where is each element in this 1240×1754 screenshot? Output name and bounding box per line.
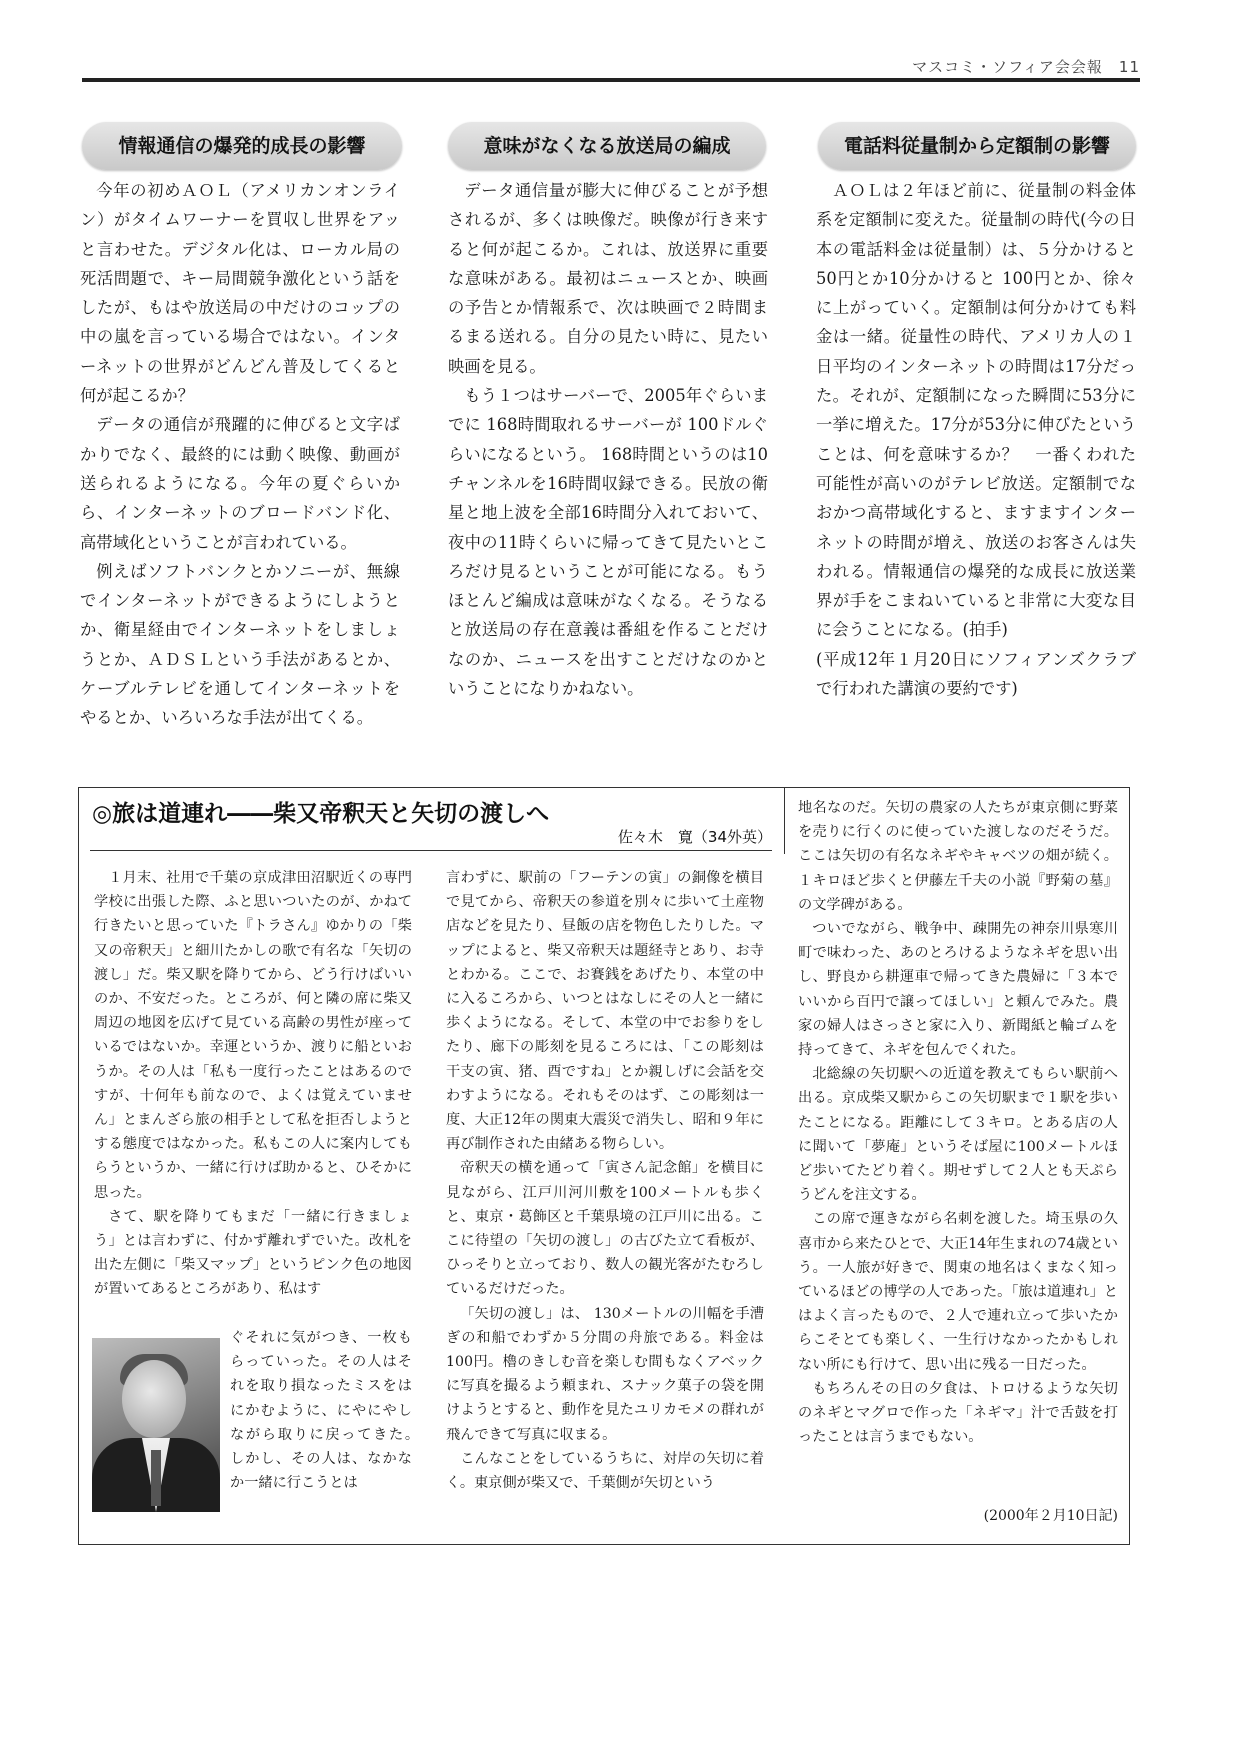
article-paragraph: こんなことをしているうちに、対岸の矢切に着く。東京側が柴又で、千葉側が矢切という — [446, 1450, 764, 1492]
column-3-heading-text: 電話料従量制から定額制の影響 — [843, 135, 1110, 157]
article-paragraph: １月末、社用で千葉の京成津田沼駅近くの専門学校に出張した際、ふと思いついたのが、かねて行きたいと思っていた『トラさん』ゆかりの「柴又の帝釈天」と細川たかしの歌で有名な「矢切の渡し」だ。柴又駅を降りてから、どう行けばいいのか、不安だった。ところが、何と隣の席に柴又周辺の地図を広げて見ている高齢の男性が座っているではないか。幸運というか、渡りに船といおうか。その人は「私も一度行ったことはあるのですが、十何年も前なので、よくは覚えていません」とまんざら旅の相手として私を拒否しようとする態度ではなかった。私もこの人に案内してもらうというか、一緒に行けば助かると、ひそかに思った。 — [94, 870, 412, 1201]
column-3-paragraph: ＡＯＬは２年ほど前に、従量制の料金体系を定額制に変えた。従量制の時代(今の日本の電話料金は従量制）は、５分かけると50円とか10分かけると 100円とか、徐々に上がっていく。定額制は何分かけても料金は一緒。従量性の時代、アメリカ人の１日平均のインターネットの時間は17分だった。それが、定額制になった瞬間に53分に一挙に増えた。17分が53分に伸びたということは、何を意味するか？ 一番くわれた可能性が高いのがテレビ放送。定額制でなおかつ高帯域化すると、ますますインターネットの時間が増え、放送のお客さんは失われる。情報通信の爆発的な成長に放送業界が手をこまねいていると非常に大変な目に会うことになる。(拍手) — [816, 181, 1136, 640]
column-2-paragraph: データ通信量が膨大に伸びることが予想されるが、多くは映像だ。映像が行き来すると何が起こるか。これは、放送界に重要な意味がある。最初はニュースとか、映画の予告とか情報系で、次は映画で２時間まるまる送れる。自分の見たい時に、見たい映画を見る。 — [448, 181, 768, 376]
article-paragraph: この席で運きながら名刺を渡した。埼玉県の久喜市から来たひとで、大正14年生まれの74歳という。一人旅が好きで、関東の地名はくまなく知っているほどの博学の人であった。「旅は道連れ」とはよく言ったもので、２人で連れ立って歩いたからこそとても楽しく、一生行けなかったかもしれない所にも行けて、思い出に残る一日だった。 — [798, 1211, 1118, 1373]
column-1-body — [80, 176, 400, 733]
article-photo-wrap-text: ぐそれに気がつき、一枚もらっていった。その人はそれを取り損なったミスをはにかむように、にやにやしながら取りに戻ってきた。 しかし、その人は、なかなか一緒に行こうとは — [230, 1330, 427, 1492]
column-1-paragraph: 例えばソフトバンクとかソニーが、無線でインターネットができるようにしようとか、衛星経由でインターネットをしましょうとか、ＡＤＳＬという手法があるとか、ケーブルテレビを通してインターネットをやるとか、いろいろな手法が出てくる。 — [80, 561, 400, 728]
column-1-paragraph: データの通信が飛躍的に伸びると文字ばかりでなく、最終的には動く映像、動画が送られるようになる。今年の夏ぐらいから、インターネットのブロードバンド化、高帯域化ということが言われている。 — [80, 415, 400, 552]
column-1-heading-text: 情報通信の爆発的成長の影響 — [118, 135, 366, 157]
column-2-heading — [448, 122, 766, 170]
column-3-body — [816, 176, 1136, 703]
article-title-rule — [90, 850, 772, 851]
article-dateline: (2000年２月10日記) — [983, 1508, 1118, 1524]
article-paragraph: 帝釈天の横を通って「寅さん記念館」を横目に見ながら、江戸川河川敷を100メートルも歩くと、東京・葛飾区と千葉県境の江戸川に出る。ここに待望の「矢切の渡し」の古びた立て看板が、ひっそりと立っており、数人の観光客がたむろしているだけだった。 — [446, 1160, 764, 1298]
article-paragraph: もちろんその日の夕食は、トロけるような矢切のネギとマグロで作った「ネギマ」汁で舌鼓を打ったことは言うまでもない。 — [798, 1380, 1118, 1446]
article-paragraph: 言わずに、駅前の「フーテンの寅」の銅像を横目で見てから、帝釈天の参道を別々に歩いて土産物店などを見たり、昼飯の店を物色したりした。マップによると、柴又帝釈天は題経寺とあり、お寺とわかる。ここで、お賽銭をあげたり、本堂の中に入るころから、いつとはなしにその人と一緒に歩くようになる。そして、本堂の中でお参りをしたり、廊下の彫刻を見るころには、「この彫刻は干支の寅、猪、酉ですね」とか親しげに会話を交わすようになる。それもそのはず、この彫刻は一度、大正12年の関東大震災で消失し、昭和９年に再び制作された由緒ある物らしい。 — [446, 870, 764, 1153]
header-text: マスコミ・ソフィア会会報 11 — [912, 58, 1140, 76]
article-title-divider — [784, 788, 785, 854]
article-title: ◎旅は道連れ――柴又帝釈天と矢切の渡しへ — [92, 801, 550, 827]
article-paragraph: 地名なのだ。矢切の農家の人たちが東京側に野菜を売りに行くのに使っていた渡しなのだそうだ。ここは矢切の有名なネギやキャベツの畑が続く。１キロほど歩くと伊藤左千夫の小説『野菊の墓』の文学碑がある。 — [798, 800, 1118, 913]
article-column-1 — [94, 866, 412, 1302]
column-3-paragraph: (平成12年１月20日にソフィアンズクラブで行われた講演の要約です) — [816, 649, 1136, 699]
column-1-paragraph: 今年の初めＡＯＬ（アメリカンオンライン）がタイムワーナーを買収し世界をアッと言わせた。デジタル化は、ローカル局の死活問題で、キー局間競争激化という話をしたが、もはや放送局の中だけのコップの中の嵐を言っている場合ではない。インターネットの世界がどんどん普及してくると何が起こるか？ — [80, 181, 400, 406]
column-2-body — [448, 176, 768, 703]
photo-face — [122, 1360, 186, 1438]
article-paragraph: さて、駅を降りてもまだ「一緒に行きましょう」とは言わずに、付かず離れずでいた。改札を出た左側に「柴又マップ」というピンク色の地図が置いてあるところがあり、私はす — [94, 1208, 412, 1298]
column-2-paragraph: もう１つはサーバーで、2005年ぐらいまでに 168時間取れるサーバーが 100ドルぐらいになるという。 168時間というのは10チャンネルを16時間収録できる。民放の衛星と地上波を全部16時間分入れておいて、夜中の11時くらいに帰ってきて見たいところだけ見るということが可能になる。もうほとんど編成は意味がなくなる。そうなると放送局の存在意義は番組を作ることだけなのか、ニュースを出すことだけなのかということになりかねない。 — [448, 386, 768, 699]
article-paragraph: ついでながら、戦争中、疎開先の神奈川県寒川町で味わった、あのとろけるようなネギを思い出し、野良から耕運車で帰ってきた農婦に「３本でいいから百円で譲ってほしい」と頼んでみた。農家の婦人はさっさと家に入り、新聞紙と輪ゴムを持ってきて、ネギを包んでくれた。 — [798, 921, 1118, 1059]
article-paragraph: 北総線の矢切駅への近道を教えてもらい駅前へ出る。京成柴又駅からこの矢切駅まで１駅を歩いたことになる。距離にして３キロ。とある店の人に聞いて「夢庵」というそば屋に100メートルほど歩いてたどり着く。期せずして２人とも天ぷらうどんを注文する。 — [798, 1066, 1118, 1204]
photo-tie — [151, 1450, 161, 1506]
header-rule — [82, 78, 1140, 82]
portrait-photo — [92, 1338, 220, 1512]
article-paragraph: 「矢切の渡し」は、 130メートルの川幅を手漕ぎの和船でわずか５分間の舟旅である。料金は100円。櫓のきしむ音を楽しむ間もなくアベックに写真を撮るよう頼まれ、スナック菓子の袋を開けようとすると、動作を見たユリカモメの群れが飛んできて写真に収まる。 — [446, 1305, 764, 1443]
column-3-heading — [818, 122, 1136, 170]
article-author: 佐々木 寛（34外英） — [617, 828, 772, 846]
column-1-heading — [82, 122, 402, 170]
article-column-3 — [798, 796, 1118, 1449]
article-column-2 — [446, 866, 764, 1495]
column-2-heading-text: 意味がなくなる放送局の編成 — [483, 135, 731, 157]
